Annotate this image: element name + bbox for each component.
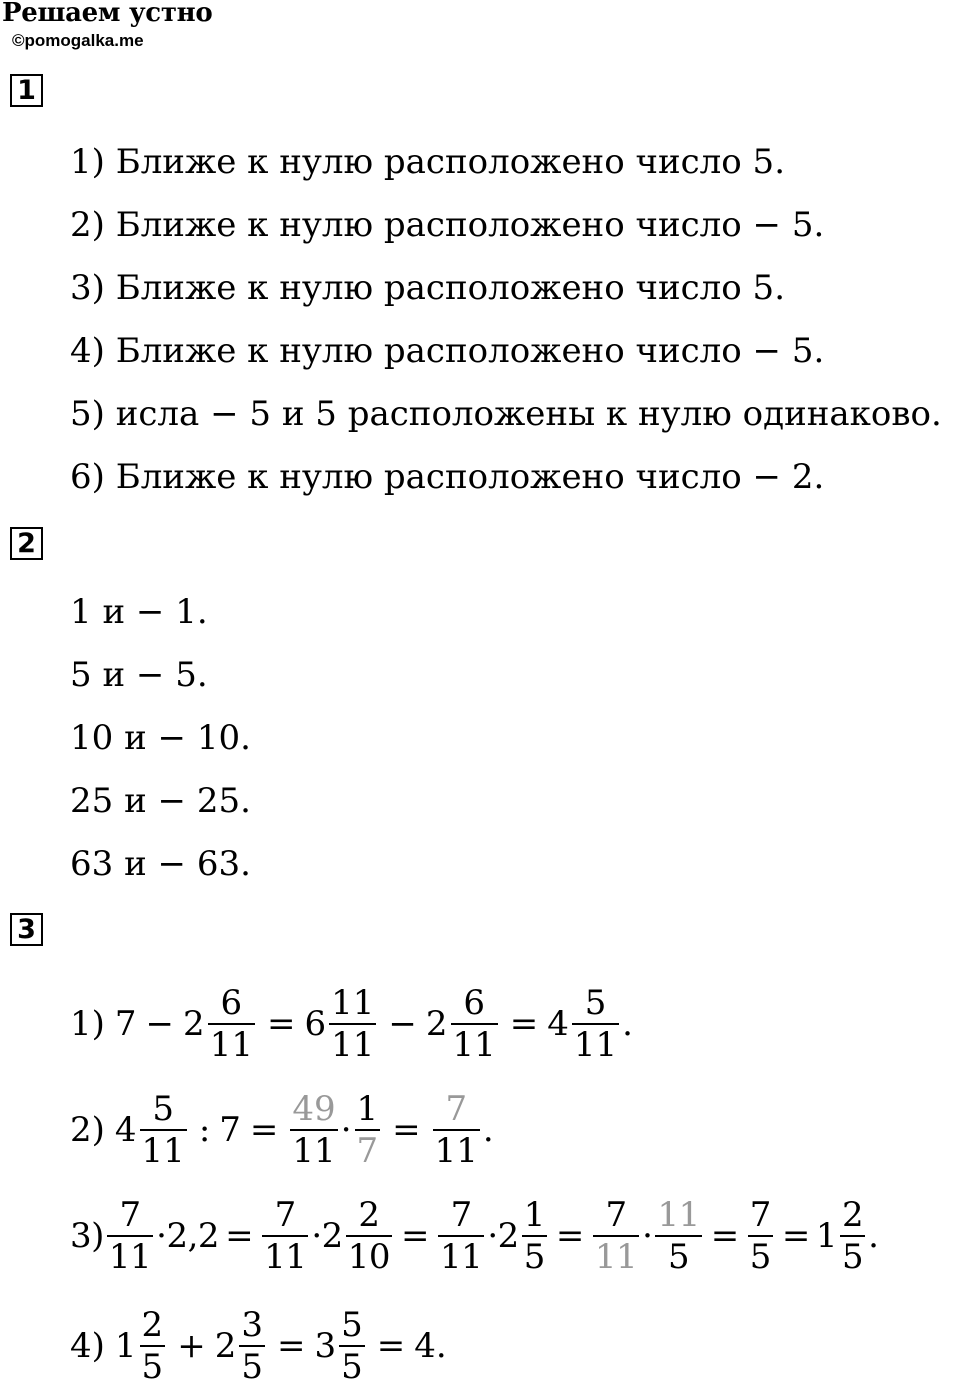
fraction [572,983,619,1065]
fraction [262,1195,308,1277]
numerator: 1 [523,1195,545,1235]
whole-part: 1 [815,1216,838,1256]
whole-part: 2 [425,1004,448,1044]
fraction [438,1195,484,1277]
task-number-1: 1 [10,74,43,107]
equals-sign: = [249,1110,279,1150]
whole-part: 6 [304,1004,327,1044]
equals-sign: = [225,1216,254,1256]
fraction [290,1089,337,1171]
denominator: 5 [749,1237,771,1277]
task1-line-1: 1) Ближе к нулю расположено число 5. [70,142,785,182]
task3-line-1 [70,984,633,1064]
whole-part: 2 [321,1216,343,1256]
numerator: 6 [463,983,485,1023]
numerator: 3 [241,1305,263,1345]
equals-sign: = [276,1326,306,1366]
task-number-2: 2 [10,527,43,560]
numerator: 7 [605,1195,627,1235]
whole-part: 2 [497,1216,519,1256]
equals-sign: = [392,1110,421,1150]
whole-part: 2 [183,1004,205,1044]
period: . [482,1110,494,1150]
denominator: 11 [141,1131,185,1171]
term: 4 [414,1326,436,1366]
numerator: 6 [220,983,243,1023]
fraction [840,1195,865,1277]
fraction [329,983,376,1065]
whole-part: 4 [114,1110,137,1150]
fraction [433,1089,480,1171]
denominator: 5 [141,1347,164,1387]
numerator: 5 [152,1089,174,1129]
equals-sign: = [509,1004,539,1044]
fraction [339,1305,365,1387]
multiply-sign: · [642,1216,653,1256]
plus-sign: + [177,1326,206,1366]
equals-sign: = [266,1004,296,1044]
fraction [451,983,498,1065]
multiply-sign: · [487,1216,498,1256]
denominator: 11 [292,1131,336,1171]
fraction [140,1305,166,1387]
numerator: 1 [356,1089,379,1129]
whole-part: 4 [547,1004,569,1044]
period: . [868,1216,879,1256]
numerator: 2 [842,1195,864,1235]
denominator: 5 [668,1237,690,1277]
task3-line-2 [70,1090,494,1170]
numerator: 11 [331,983,375,1023]
equals-sign: = [555,1216,584,1256]
task1-line-2: 2) Ближе к нулю расположено число − 5. [70,205,825,245]
whole-part: 3 [314,1326,337,1366]
denominator: 11 [573,1025,618,1065]
minus-sign: − [145,1004,175,1044]
numerator: 7 [749,1195,771,1235]
task2-line-3: 10 и − 10. [70,718,251,758]
whole-part: 1 [114,1326,137,1366]
division-sign: : [198,1110,211,1150]
task1-line-5: 5) исла − 5 и 5 расположены к нулю одинаково. [70,394,942,434]
task2-line-2: 5 и − 5. [70,655,208,695]
numerator: 7 [274,1195,296,1235]
numerator: 2 [141,1305,164,1345]
numerator-crossed: 49 [292,1089,336,1129]
denominator: 5 [523,1237,545,1277]
denominator: 5 [341,1347,363,1387]
fraction [107,1195,153,1277]
equals-sign: = [710,1216,739,1256]
numerator-crossed: 11 [657,1195,700,1235]
term: 7 [219,1110,241,1150]
task3-line-4 [70,1306,447,1386]
fraction [208,983,255,1065]
multiply-sign: · [311,1216,322,1256]
task1-line-6: 6) Ближе к нулю расположено число − 2. [70,457,825,497]
numerator: 5 [584,983,607,1023]
copyright-text: ©pomogalka.me [12,31,144,50]
denominator: 11 [440,1237,483,1277]
fraction [593,1195,639,1277]
fraction [748,1195,773,1277]
multiply-sign: · [156,1216,167,1256]
task2-line-5: 63 и − 63. [70,844,251,884]
fraction [355,1089,381,1171]
period: . [435,1326,447,1366]
denominator: 5 [241,1347,263,1387]
label: 1) [70,1004,105,1044]
label: 2) [70,1110,105,1150]
multiply-sign: · [340,1110,352,1150]
fraction [655,1195,701,1277]
task3-line-3 [70,1196,878,1276]
task1-line-4: 4) Ближе к нулю расположено число − 5. [70,331,825,371]
denominator: 11 [108,1237,152,1277]
fraction [346,1195,392,1277]
denominator: 5 [842,1237,864,1277]
numerator: 2 [358,1195,380,1235]
whole-part: 2 [214,1326,237,1366]
denominator-crossed: 11 [594,1237,638,1277]
fraction [140,1089,187,1171]
numerator: 7 [119,1195,141,1235]
task2-line-1: 1 и − 1. [70,592,208,632]
minus-sign: − [388,1004,417,1044]
page-title: Решаем устно [2,0,213,28]
denominator: 11 [434,1131,478,1171]
equals-sign: = [401,1216,430,1256]
fraction [522,1195,547,1277]
label: 3) [70,1216,104,1256]
numerator: 5 [341,1305,363,1345]
term: 2,2 [166,1216,220,1256]
equals-sign: = [781,1216,810,1256]
denominator: 11 [331,1025,375,1065]
fraction [239,1305,265,1387]
denominator: 10 [347,1237,391,1277]
denominator-crossed: 7 [356,1131,379,1171]
numerator: 7 [450,1195,472,1235]
denominator: 11 [264,1237,307,1277]
task1-line-3: 3) Ближе к нулю расположено число 5. [70,268,785,308]
period: . [622,1004,633,1044]
label: 4) [70,1326,105,1366]
task2-line-4: 25 и − 25. [70,781,251,821]
denominator: 11 [452,1025,496,1065]
term: 7 [114,1004,137,1044]
equals-sign: = [376,1326,406,1366]
denominator: 11 [209,1025,253,1065]
task-number-3: 3 [10,913,43,946]
numerator-crossed: 7 [445,1089,468,1129]
